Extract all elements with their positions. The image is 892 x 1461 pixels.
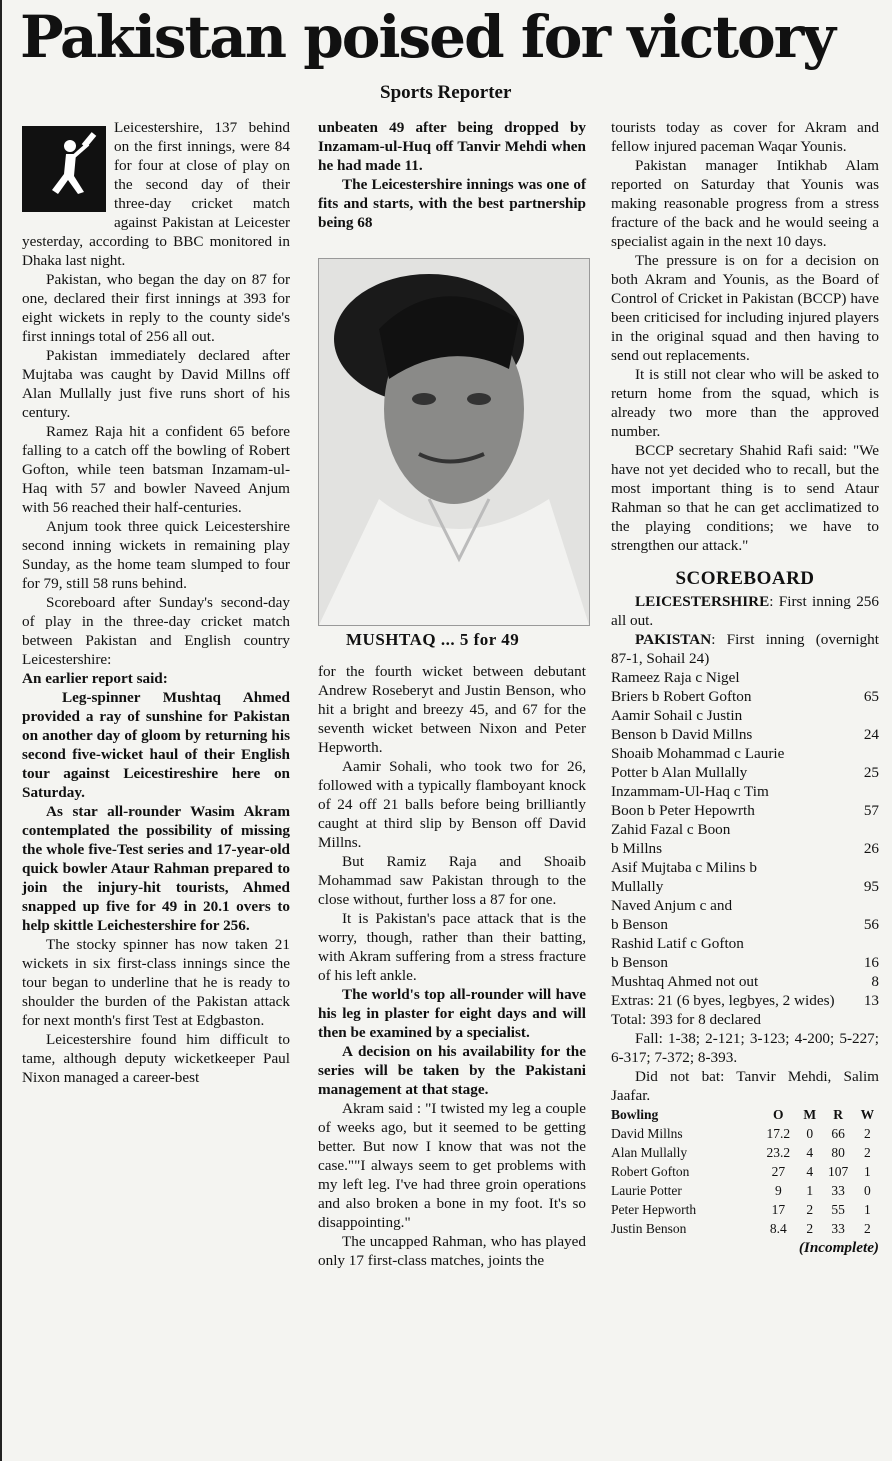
bowling-row xyxy=(611,1143,879,1162)
table-cell: 2 xyxy=(863,1145,871,1160)
article-column-2-bottom xyxy=(318,662,586,1270)
header-cell: O xyxy=(773,1107,784,1122)
bowling-row xyxy=(611,1162,879,1181)
batting-entry xyxy=(611,858,879,896)
paragraph: It is still not clear who will be asked to return home from the squad, which is already two more than the approved number. xyxy=(611,366,879,440)
scoreboard-title: SCOREBOARD xyxy=(675,568,815,589)
paragraph: The pressure is on for a decision on both Akram and Younis, as the Board of Control of Cricket in Pakistan (BCCP) have been criticised for including injured players in the original squad and then having to send out replacements. xyxy=(611,252,879,364)
batsman-line: b Benson xyxy=(611,916,668,933)
batting-entry xyxy=(611,934,879,972)
batsman-line: Briers b Robert Gofton xyxy=(611,688,752,705)
batsman-line: Zahid Fazal c Boon xyxy=(611,821,731,838)
paragraph: Anjum took three quick Leicestershire second inning wickets in remaining play Sunday, as the home team slumped to four for 79, still 58 runs behind. xyxy=(22,518,290,592)
batsman-line: Naved Anjum c and xyxy=(611,897,733,914)
paragraph: Pakistan manager Intikhab Alam reported on Saturday that Younis was making reasonable progress from a stress fracture of the back and he would seeing a specialist again in the next 10 days. xyxy=(611,157,879,250)
table-cell: 55 xyxy=(831,1202,845,1217)
batsman-line: Benson b David Millns xyxy=(611,726,753,743)
bowling-row xyxy=(611,1181,879,1200)
header-cell: R xyxy=(833,1107,844,1122)
table-cell: 27 xyxy=(771,1164,786,1179)
batsman-line: Rameez Raja c Nigel xyxy=(611,669,740,686)
batting-entry xyxy=(611,782,879,820)
paragraph: Scoreboard after Sunday's second-day of play in the three-day cricket match between Pakistan and English country Leicestershire: xyxy=(22,594,290,668)
team-score-text: : First inning 256 all out. xyxy=(611,593,879,629)
table-cell: 4 xyxy=(806,1145,814,1160)
extras-score: 13 xyxy=(863,992,879,1009)
batsman-line: Inzammam-Ul-Haq c Tim xyxy=(611,783,769,800)
table-cell: 4 xyxy=(806,1164,814,1179)
scoreboard-pakistan xyxy=(611,630,879,668)
table-cell: 1 xyxy=(863,1202,871,1217)
table-cell: 1 xyxy=(806,1183,814,1198)
table-cell: 80 xyxy=(831,1145,845,1160)
article-column-2-top xyxy=(318,118,586,232)
batsman-line: Potter b Alan Mullally xyxy=(611,764,748,781)
table-cell: 23.2 xyxy=(766,1145,791,1160)
table-cell: Laurie Potter xyxy=(611,1183,682,1198)
table-cell: 9 xyxy=(774,1183,782,1198)
team-name: PAKISTAN xyxy=(635,631,712,648)
batsman-score: 16 xyxy=(863,954,879,971)
table-cell: 33 xyxy=(831,1183,845,1198)
batting-list xyxy=(611,668,879,1105)
total-line: Total: 393 for 8 declared xyxy=(611,1011,761,1028)
fall-of-wickets: Fall: 1-38; 2-121; 3-123; 4-200; 5-227; 6-317; 7-372; 8-393. xyxy=(611,1030,879,1066)
table-cell: 8.4 xyxy=(769,1221,787,1236)
batsman-score: 65 xyxy=(863,688,879,705)
batsman-line: Boon b Peter Hepowrth xyxy=(611,802,755,819)
batsman-score: 26 xyxy=(863,840,879,857)
batsman-line: Aamir Sohail c Justin xyxy=(611,707,743,724)
table-cell: 2 xyxy=(806,1202,814,1217)
batting-entry xyxy=(611,668,879,706)
table-cell: Justin Benson xyxy=(611,1221,687,1236)
paragraph-earlier-report: An earlier report said: xyxy=(22,670,168,687)
paragraph: unbeaten 49 after being dropped by Inzamam-ul-Huq off Tanvir Mehdi when he had made 11. xyxy=(318,119,586,174)
bowling-header-row xyxy=(611,1105,879,1124)
batsman-score: 95 xyxy=(863,878,879,895)
paragraph: But Ramiz Raja and Shoaib Mohammad saw Pakistan through to the close without, further loss a 87 for one. xyxy=(318,853,586,908)
paragraph: BCCP secretary Shahid Rafi said: "We have not yet decided who to recall, but the most important thing is to send Ataur Rahman so that he can get acclimatized to the playing conditions; we have to strengthen our attack." xyxy=(611,442,879,554)
batting-entry xyxy=(611,820,879,858)
batsman-line: Rashid Latif c Gofton xyxy=(611,935,744,952)
paragraph: tourists today as cover for Akram and fellow injured paceman Waqar Younis. xyxy=(611,119,879,155)
batsman-score: 25 xyxy=(863,764,879,781)
player-photo xyxy=(318,258,590,626)
paragraph: for the fourth wicket between debutant Andrew Roseberyt and Justin Benson, who hit a bright and breezy 45, and 67 for the seventh wicket between Nixon and Peter Hepworth. xyxy=(318,663,586,756)
batsman-score: 56 xyxy=(863,916,879,933)
cricket-batsman-icon xyxy=(22,126,106,212)
batsman-line: Shoaib Mohammad c Laurie xyxy=(611,745,785,762)
table-cell: 33 xyxy=(831,1221,845,1236)
batsman-score: 8 xyxy=(871,973,879,990)
paragraph: Leicestershire, 137 behind on the first innings, were 84 for four at close of play on the second day of their three-day cricket match against Pakistan at Leicester yesterday, according to BBC monitored in Dhaka last night. xyxy=(22,119,290,269)
extras-entry xyxy=(611,991,879,1010)
incomplete-note: (Incomplete) xyxy=(798,1239,879,1256)
batsman-score: 24 xyxy=(863,726,879,743)
paragraph: It is Pakistan's pace attack that is the worry, though, rather than their batting, with Akram suffering from a stress fracture of his left ankle. xyxy=(318,910,586,984)
did-not-bat: Did not bat: Tanvir Mehdi, Salim Jaafar. xyxy=(611,1068,879,1104)
not-out-entry xyxy=(611,972,879,991)
table-cell: 17.2 xyxy=(766,1126,791,1141)
article-column-1 xyxy=(22,118,290,1087)
table-cell: Peter Hepworth xyxy=(611,1202,697,1217)
scoreboard xyxy=(611,569,879,1257)
batting-entry xyxy=(611,744,879,782)
bowling-row xyxy=(611,1124,879,1143)
batsman-line: Mullally xyxy=(611,878,664,895)
batsman-score: 57 xyxy=(863,802,879,819)
batsman-line: Mushtaq Ahmed not out xyxy=(611,973,759,990)
paragraph: The Leicestershire innings was one of fits and starts, with the best partnership being 68 xyxy=(318,176,586,231)
paragraph: Pakistan, who began the day on 87 for one, declared their first innings at 393 for eight wickets in reply to the county side's first innings total of 256 all out. xyxy=(22,271,290,345)
paragraph: Leg-spinner Mushtaq Ahmed provided a ray of sunshine for Pakistan on another day of gloom by returning his second five-wicket haul of their English tour against Leicestireshire here on Saturday. xyxy=(22,689,290,801)
batsman-line: Asif Mujtaba c Milins b xyxy=(611,859,757,876)
headline: Pakistan poised for victory xyxy=(20,3,834,71)
table-cell: Alan Mullally xyxy=(611,1145,688,1160)
table-cell: 17 xyxy=(771,1202,786,1217)
header-cell: M xyxy=(803,1107,817,1122)
paragraph: The uncapped Rahman, who has played only 17 first-class matches, joints the xyxy=(318,1233,586,1269)
paragraph: Aamir Sohali, who took two for 26, followed with a typically flamboyant knock of 24 off 21 balls before being brilliantly caught at third slip by Benson off David Millns. xyxy=(318,758,586,851)
table-cell: Robert Gofton xyxy=(611,1164,690,1179)
batsman-line: b Benson xyxy=(611,954,668,971)
table-cell: 2 xyxy=(863,1221,871,1236)
paragraph: A decision on his availability for the series will be taken by the Pakistani management at that stage. xyxy=(318,1043,586,1098)
bowling-row xyxy=(611,1200,879,1219)
team-score-text: : First inning (overnight 87-1, Sohail 24) xyxy=(611,631,879,667)
batting-entry xyxy=(611,706,879,744)
byline: Sports Reporter xyxy=(380,82,512,103)
header-cell: Bowling xyxy=(611,1107,659,1122)
batsman-line: b Millns xyxy=(611,840,663,857)
header-cell: W xyxy=(860,1107,875,1122)
batting-entry xyxy=(611,896,879,934)
table-cell: 2 xyxy=(863,1126,871,1141)
table-cell: 0 xyxy=(806,1126,814,1141)
paragraph: Pakistan immediately declared after Mujtaba was caught by David Millns off Alan Mullally just five runs short of his century. xyxy=(22,347,290,421)
table-cell: David Millns xyxy=(611,1126,683,1141)
paragraph: Akram said : "I twisted my leg a couple of weeks ago, but it seemed to be getting better. But now I know that was not the case.""I always seem to get problems with my left leg. I've had three groin operations and also broken a bone in my foot. It's so disappointing." xyxy=(318,1100,586,1231)
paragraph: As star all-rounder Wasim Akram contemplated the possibility of missing the whole five-Test series and 17-year-old quick bowler Ataur Rahman prepared to join the injury-hit tourists, Ahmed snapped up five for 49 in 20.1 overs to help skittle Leichestershire for 256. xyxy=(22,803,290,934)
bowling-table xyxy=(611,1105,879,1238)
team-name: LEICESTERSHIRE xyxy=(635,593,770,610)
table-cell: 0 xyxy=(863,1183,871,1198)
table-cell: 1 xyxy=(863,1164,871,1179)
article-column-3 xyxy=(611,118,879,1257)
table-cell: 66 xyxy=(831,1126,845,1141)
bowling-row xyxy=(611,1219,879,1238)
paragraph: Ramez Raja hit a confident 65 before falling to a catch off the bowling of Robert Gofton, while teen batsman Inzamam-ul-Haq with 57 and bowler Naveed Anjum with 56 reached their half-centuries. xyxy=(22,423,290,516)
paragraph: The stocky spinner has now taken 21 wickets in six first-class innings since the tour began to underline that he is ready to shoulder the burden of the Pakistan attack for next month's first Test at Edgbaston. xyxy=(22,936,290,1029)
photo-caption: MUSHTAQ ... 5 for 49 xyxy=(346,630,520,649)
table-cell: 107 xyxy=(828,1164,849,1179)
extras-line: Extras: 21 (6 byes, legbyes, 2 wides) xyxy=(611,992,835,1009)
scoreboard-leicestershire xyxy=(611,592,879,630)
table-cell: 2 xyxy=(806,1221,814,1236)
paragraph: Leicestershire found him difficult to tame, although deputy wicketkeeper Paul Nixon managed a career-best xyxy=(22,1031,290,1086)
paragraph: The world's top all-rounder will have his leg in plaster for eight days and will then be examined by a specialist. xyxy=(318,986,586,1041)
